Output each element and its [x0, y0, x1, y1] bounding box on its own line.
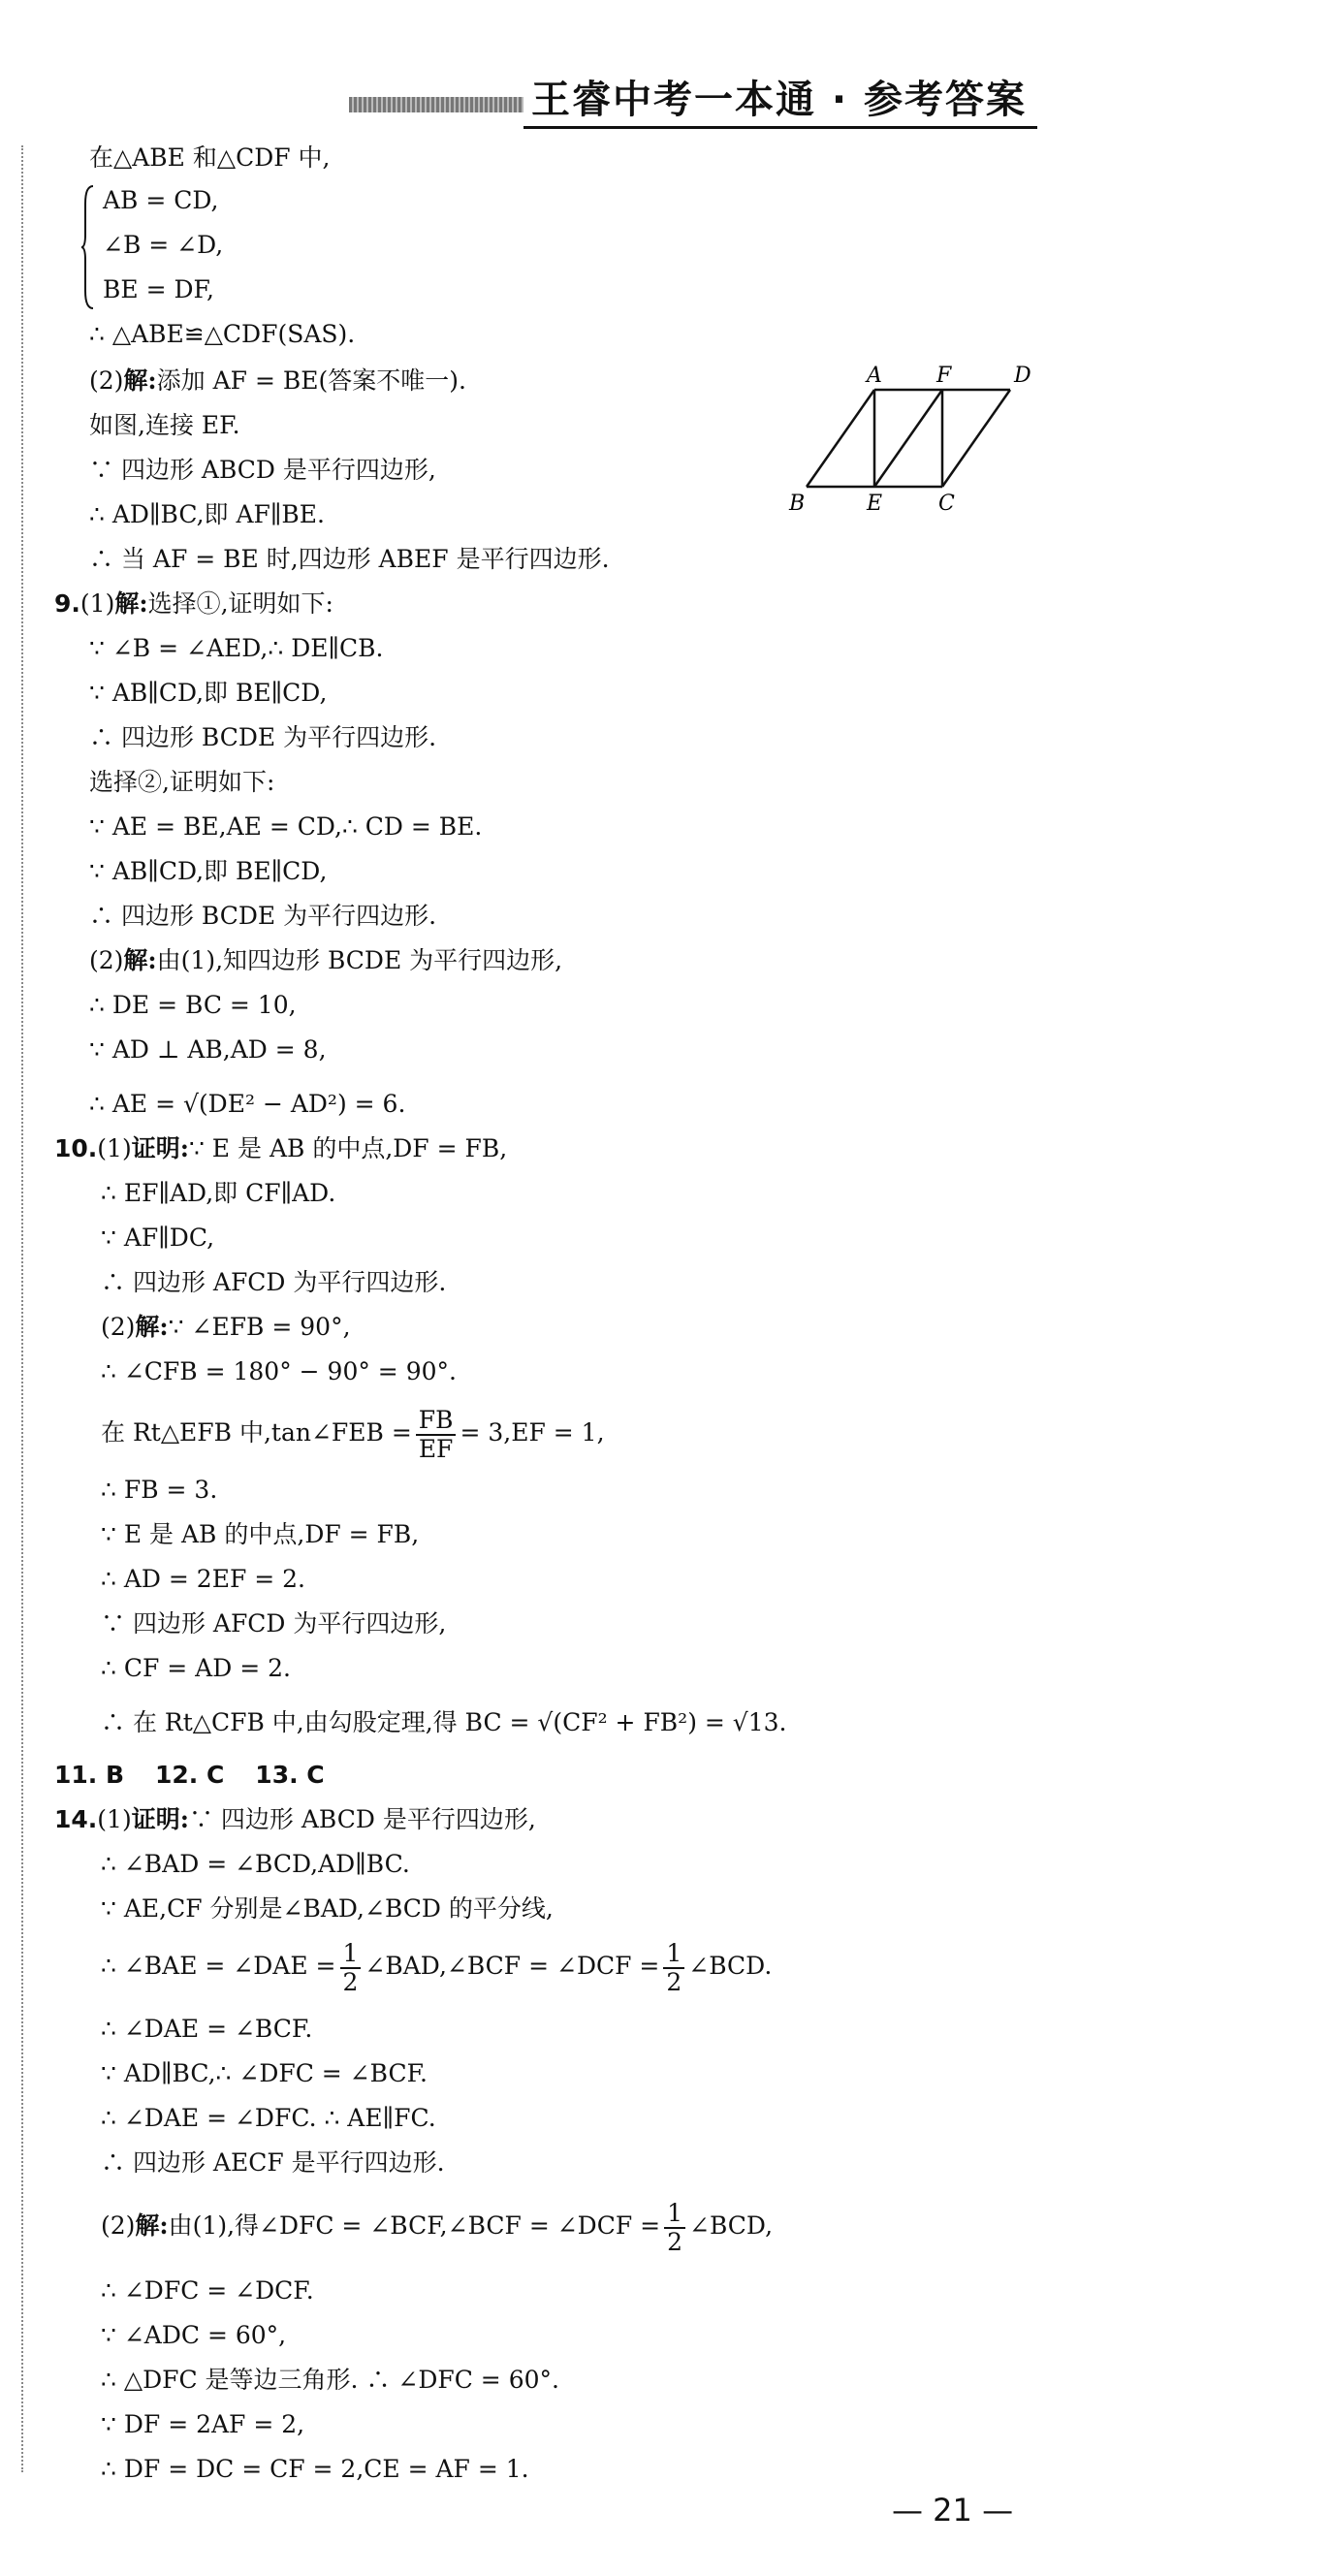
text-line: ∵ E 是 AB 的中点,DF = FB, — [101, 1520, 420, 1548]
fraction-denominator: 2 — [342, 1967, 359, 1996]
fraction — [663, 1940, 684, 1996]
figure-label: C — [938, 492, 955, 514]
text-line — [54, 1803, 536, 1836]
text-line — [54, 1759, 325, 1792]
text-line: ∴ △ABE≌△CDF(SAS). — [89, 320, 356, 348]
text-line: ∴ 在 Rt△CFB 中,由勾股定理,得 BC = √(CF² + FB²) = √13. — [101, 1708, 787, 1736]
text-line: ∴ CF = AD = 2. — [101, 1654, 291, 1682]
text-line — [54, 1132, 507, 1165]
text-span: ∵ ∠EFB = 90°, — [168, 1313, 351, 1341]
figure-label: F — [936, 364, 952, 388]
figure-segment — [807, 390, 874, 487]
text-line: ∵ AE = BE,AE = CD,∴ CD = BE. — [89, 812, 483, 841]
part-label: (1) — [97, 1134, 132, 1162]
answer-13: 13. C — [255, 1761, 325, 1789]
problem-number: 9. — [54, 589, 80, 618]
text-line — [89, 944, 562, 977]
solution-label: 解: — [123, 946, 157, 974]
text-line: ∵ AB∥CD,即 BE∥CD, — [89, 857, 328, 885]
fraction — [340, 1940, 362, 1996]
text-line: 如图,连接 EF. — [89, 411, 240, 439]
part-label: (2) — [101, 1313, 136, 1341]
text-line: ∵ AB∥CD,即 BE∥CD, — [89, 679, 328, 707]
text-line: ∴ 四边形 AFCD 为平行四边形. — [101, 1268, 447, 1296]
text-line: ∴ ∠DFC = ∠DCF. — [101, 2276, 314, 2305]
text-line: ∴ 四边形 AECF 是平行四边形. — [101, 2148, 445, 2177]
text-line: ∵ 四边形 AFCD 为平行四边形, — [101, 1609, 447, 1638]
text-line: ∴ DF = DC = CF = 2,CE = AF = 1. — [101, 2455, 529, 2483]
fraction-numerator: 1 — [663, 1940, 684, 1969]
text-span: 在 Rt△EFB 中,tan∠FEB = — [101, 1418, 412, 1447]
text-line: BE = DF, — [103, 275, 214, 303]
text-span: ∴ ∠BAE = ∠DAE = — [101, 1952, 336, 1980]
part-label: (1) — [97, 1805, 132, 1833]
text-span: 由(1),得∠DFC = ∠BCF,∠BCF = ∠DCF = — [168, 2211, 661, 2240]
part-label: (2) — [101, 2211, 136, 2240]
text-line: ∴ FB = 3. — [101, 1476, 218, 1504]
proof-label: 证明: — [131, 1805, 189, 1833]
text-line: ∴ ∠DAE = ∠DFC. ∴ AE∥FC. — [101, 2104, 436, 2132]
text-line: ∴ △DFC 是等边三角形. ∴ ∠DFC = 60°. — [101, 2366, 559, 2394]
header-title: 王睿中考一本通 · 参考答案 — [531, 78, 1028, 122]
text-line: ∴ AD = 2EF = 2. — [101, 1565, 305, 1593]
part-label: (2) — [89, 366, 124, 395]
text-line — [54, 588, 333, 620]
text-line: ∵ ∠B = ∠AED,∴ DE∥CB. — [89, 634, 384, 662]
text-line: ∵ AE,CF 分别是∠BAD,∠BCD 的平分线, — [101, 1894, 554, 1923]
text-line: ∵ ∠ADC = 60°, — [101, 2321, 287, 2349]
text-span: = 3,EF = 1, — [460, 1418, 605, 1447]
text-span: ∠BCD, — [689, 2211, 774, 2240]
text-line: 在△ABE 和△CDF 中, — [89, 143, 331, 172]
fraction — [664, 2200, 685, 2256]
text-line: ∵ AF∥DC, — [101, 1224, 215, 1252]
text-line: ∵ AD∥BC,∴ ∠DFC = ∠BCF. — [101, 2059, 428, 2087]
fraction-denominator: 2 — [666, 1967, 682, 1996]
text-line: AB = CD, — [103, 186, 219, 214]
proof-label: 证明: — [131, 1134, 189, 1162]
fraction-denominator: 2 — [667, 2227, 682, 2256]
figure-segment — [874, 390, 942, 487]
text-line: ∵ 四边形 ABCD 是平行四边形, — [89, 456, 436, 484]
text-span: ∠BAD,∠BCF = ∠DCF = — [365, 1952, 660, 1980]
text-line: ∴ AD∥BC,即 AF∥BE. — [89, 500, 325, 528]
solution-label: 解: — [135, 1313, 169, 1341]
text-span: ∠BCD. — [688, 1952, 773, 1980]
text-line: ∴ 四边形 BCDE 为平行四边形. — [89, 723, 437, 751]
margin-dotted-rule — [21, 145, 23, 2472]
text-line: ∠B = ∠D, — [103, 231, 224, 259]
text-span: ∵ E 是 AB 的中点,DF = FB, — [188, 1134, 508, 1162]
part-label: (2) — [89, 946, 124, 974]
text-line: ∵ AD ⊥ AB,AD = 8, — [89, 1035, 327, 1064]
fraction-numerator: 1 — [664, 2200, 685, 2229]
figure-segment — [942, 390, 1010, 487]
fraction — [416, 1407, 457, 1463]
figure-label: B — [789, 492, 806, 514]
text-line: ∴ 四边形 BCDE 为平行四边形. — [89, 902, 437, 930]
text-line: ∴ EF∥AD,即 CF∥AD. — [101, 1179, 336, 1207]
text-line: 选择②,证明如下: — [89, 768, 275, 796]
part-label: (1) — [79, 589, 115, 618]
text-line — [89, 365, 466, 398]
text-line — [101, 1937, 772, 1996]
parallelogram-figure — [785, 359, 1047, 514]
text-line: ∵ DF = 2AF = 2, — [101, 2410, 305, 2438]
fraction-numerator: FB — [416, 1407, 457, 1436]
solution-label: 解: — [135, 2211, 169, 2240]
text-line — [101, 2197, 773, 2256]
answer-12: 12. C — [155, 1761, 225, 1789]
text-line: ∴ 当 AF = BE 时,四边形 ABEF 是平行四边形. — [89, 545, 610, 573]
text-span: 选择①,证明如下: — [147, 589, 333, 618]
figure-label: E — [867, 492, 883, 514]
text-line: ∴ ∠BAD = ∠BCD,AD∥BC. — [101, 1850, 410, 1878]
figure-label: D — [1014, 364, 1031, 388]
text-line — [101, 1311, 351, 1344]
header-rule — [523, 126, 1037, 129]
page-number: — 21 — — [892, 2492, 1014, 2528]
fraction-numerator: 1 — [340, 1940, 362, 1969]
text-line: ∴ AE = √(DE² − AD²) = 6. — [89, 1090, 406, 1118]
text-span: 添加 AF = BE(答案不唯一). — [156, 366, 466, 395]
fraction-denominator: EF — [418, 1434, 454, 1463]
text-line: ∴ ∠CFB = 180° − 90° = 90°. — [101, 1357, 457, 1385]
problem-number: 14. — [54, 1805, 98, 1833]
header-decoration — [349, 97, 523, 112]
solution-label: 解: — [123, 366, 157, 395]
text-span: 由(1),知四边形 BCDE 为平行四边形, — [156, 946, 563, 974]
text-line: ∴ DE = BC = 10, — [89, 991, 297, 1019]
solution-label: 解: — [114, 589, 148, 618]
figure-label: A — [867, 364, 882, 388]
answer-11: 11. B — [54, 1761, 125, 1789]
text-span: ∵ 四边形 ABCD 是平行四边形, — [188, 1805, 536, 1833]
brace-icon — [81, 184, 95, 310]
text-line — [101, 1404, 605, 1463]
problem-number: 10. — [54, 1134, 98, 1162]
text-line: ∴ ∠DAE = ∠BCF. — [101, 2015, 313, 2043]
